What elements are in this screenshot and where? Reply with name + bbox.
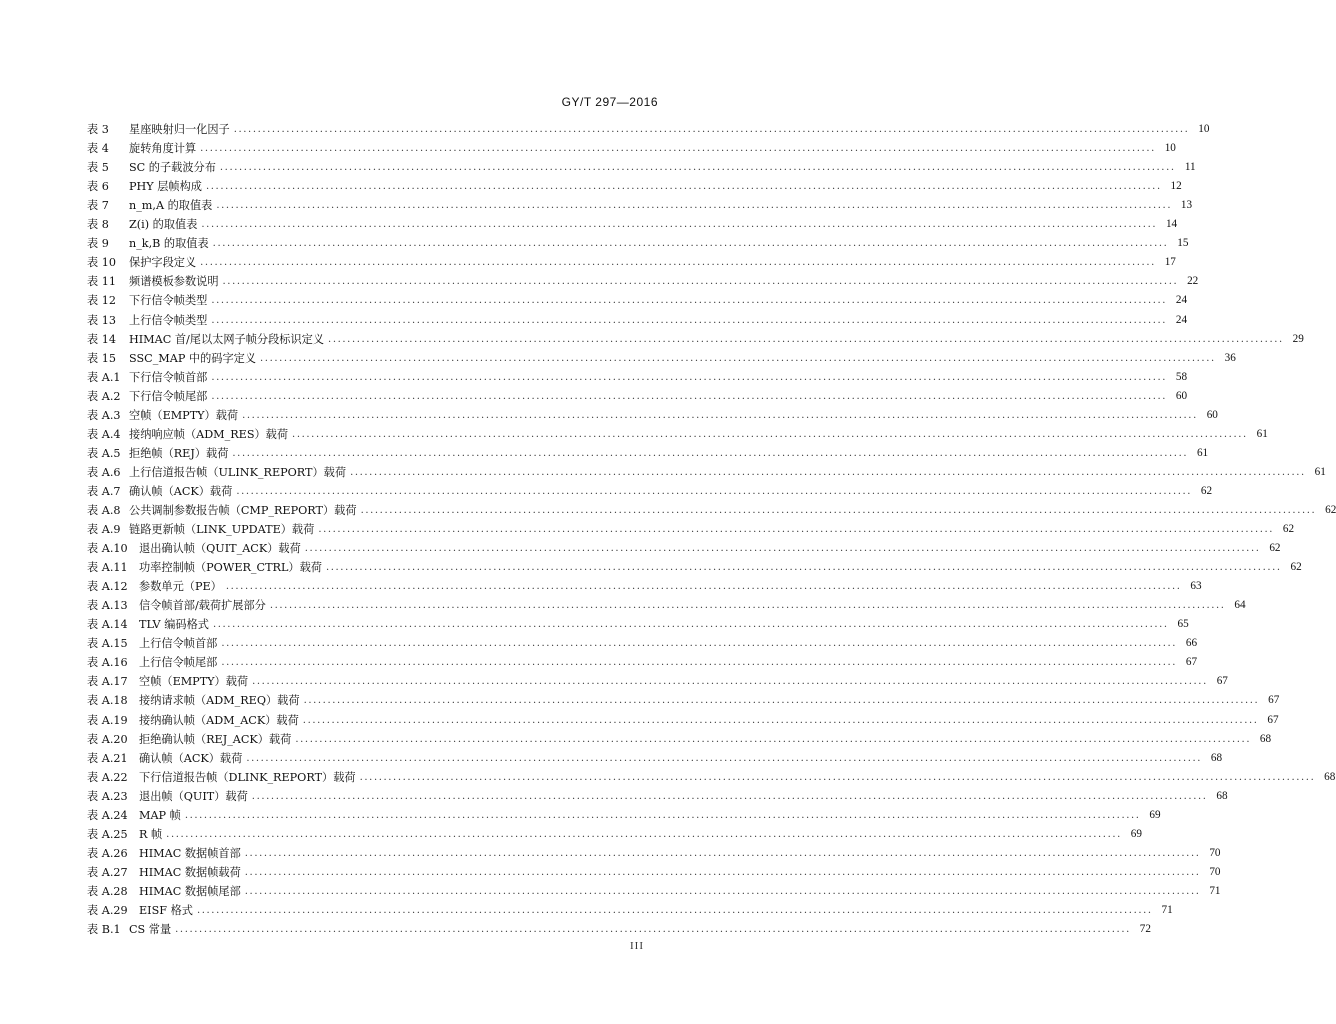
leader-dots: ........................................................................................................................................................................................................ [295, 733, 1252, 745]
toc-entry[interactable] [87, 806, 1161, 825]
toc-entry[interactable] [87, 177, 1182, 196]
toc-entry-title: 上行信令帧尾部 [139, 656, 218, 670]
leader-dots: ........................................................................................................................................................................................................ [302, 714, 1259, 726]
toc-entry[interactable] [87, 158, 1196, 177]
toc-entry-label: 表 A.21 [87, 751, 128, 765]
leader-dots: ........................................................................................................................................................................................................ [246, 752, 1203, 764]
toc-entry-label: 表 A.7 [87, 484, 121, 498]
leader-dots: ........................................................................................................................................................................................................ [200, 257, 1156, 269]
toc-entry[interactable] [87, 825, 1142, 844]
toc-entry-label: 表 13 [87, 313, 116, 327]
toc-entry-page: 71 [1209, 884, 1221, 897]
toc-entry-label: 表 A.15 [87, 637, 128, 651]
leader-dots: ........................................................................................................................................................................................................ [236, 485, 1193, 497]
toc-entry-title: 空帧（EMPTY）载荷 [139, 675, 249, 689]
toc-entry-page: 61 [1196, 446, 1209, 459]
toc-entry-page: 66 [1185, 637, 1198, 650]
toc-entry[interactable] [87, 691, 1280, 710]
toc-entry-label: 表 A.27 [87, 865, 128, 879]
toc-entry[interactable] [87, 406, 1218, 425]
leader-dots: ........................................................................................................................................................................................................ [232, 447, 1189, 459]
toc-entry[interactable] [87, 539, 1281, 558]
toc-entry-page: 14 [1165, 218, 1178, 231]
toc-entry-page: 68 [1324, 770, 1336, 783]
toc-entry-label: 表 3 [87, 123, 109, 137]
toc-entry[interactable] [87, 120, 1210, 139]
toc-entry[interactable] [87, 596, 1246, 615]
toc-entry-title: 下行信令帧类型 [129, 294, 208, 308]
toc-entry-label: 表 A.2 [87, 389, 121, 403]
toc-entry-label: 表 9 [87, 237, 109, 251]
toc-entry-label: 表 A.18 [87, 694, 128, 708]
leader-dots: ........................................................................................................................................................................................................ [350, 466, 1306, 478]
toc-entry[interactable] [87, 882, 1221, 901]
toc-entry[interactable] [87, 558, 1302, 577]
leader-dots: ........................................................................................................................................................................................................ [328, 333, 1284, 345]
toc-entry-label: 表 10 [87, 256, 116, 270]
toc-entry-page: 24 [1175, 294, 1188, 307]
toc-entry-title: 下行信令帧首部 [129, 370, 208, 384]
toc-entry[interactable] [87, 215, 1178, 234]
toc-entry-title: HIMAC 数据帧载荷 [139, 865, 241, 879]
toc-entry-page: 68 [1216, 789, 1228, 802]
toc-entry-page: 13 [1180, 199, 1193, 212]
leader-dots: ........................................................................................................................................................................................................ [244, 847, 1201, 859]
leader-dots: ........................................................................................................................................................................................................ [216, 200, 1173, 212]
toc-entry-label: 表 A.9 [87, 523, 121, 537]
leader-dots: ........................................................................................................................................................................................................ [200, 143, 1156, 155]
toc-entry[interactable] [87, 234, 1189, 253]
leader-dots: ........................................................................................................................................................................................................ [219, 162, 1176, 174]
toc-entry-title: HIMAC 数据帧首部 [139, 846, 241, 860]
toc-entry-page: 70 [1209, 865, 1221, 878]
toc-entry-page: 24 [1175, 313, 1188, 326]
toc-entry-label: 表 A.10 [87, 542, 128, 556]
toc-entry[interactable] [87, 291, 1188, 310]
leader-dots: ........................................................................................................................................................................................................ [212, 619, 1169, 631]
toc-entry-label: 表 6 [87, 180, 109, 194]
toc-entry-title: 公共调制参数报告帧（CMP_REPORT）载荷 [129, 503, 357, 517]
toc-entry-title: 上行信令帧类型 [129, 313, 208, 327]
toc-entry-label: 表 A.5 [87, 446, 121, 460]
toc-entry-label: 表 4 [87, 142, 109, 156]
toc-entry[interactable] [87, 520, 1295, 539]
toc-entry-page: 10 [1164, 142, 1176, 155]
page-number: III [630, 940, 644, 952]
toc-entry[interactable] [87, 710, 1279, 729]
toc-entry-title: 旋转角度计算 [129, 142, 197, 156]
toc-entry-title: EISF 格式 [139, 903, 193, 917]
toc-entry-title: 上行信令帧首部 [139, 637, 218, 651]
toc-entry[interactable] [87, 196, 1193, 215]
toc-entry-title: n_k,B 的取值表 [129, 237, 209, 251]
toc-entry-title: MAP 帧 [139, 808, 181, 822]
leader-dots: ........................................................................................................................................................................................................ [304, 543, 1261, 555]
toc-entry[interactable] [87, 349, 1236, 368]
leader-dots: ........................................................................................................................................................................................................ [318, 524, 1275, 536]
toc-entry[interactable] [87, 253, 1176, 272]
toc-entry-label: 表 A.20 [87, 732, 128, 746]
toc-entry[interactable] [87, 330, 1304, 349]
leader-dots: ........................................................................................................................................................................................................ [303, 695, 1260, 707]
toc-entry-page: 62 [1200, 484, 1213, 497]
toc-entry[interactable] [87, 634, 1198, 653]
toc-entry-label: 表 A.26 [87, 846, 128, 860]
leader-dots: ........................................................................................................................................................................................................ [292, 428, 1248, 440]
toc-entry[interactable] [87, 787, 1228, 806]
toc-entry-label: 表 A.3 [87, 408, 121, 422]
toc-entry-label: 表 A.22 [87, 770, 128, 784]
toc-entry-page: 17 [1164, 256, 1176, 269]
toc-entry-label: 表 A.4 [87, 427, 121, 441]
toc-entry[interactable] [87, 368, 1188, 387]
leader-dots: ........................................................................................................................................................................................................ [244, 885, 1201, 897]
toc-entry-label: 表 A.19 [87, 713, 128, 727]
toc-entry-page: 58 [1175, 370, 1188, 383]
toc-entry-label: 表 A.1 [87, 370, 121, 384]
toc-entry-page: 11 [1184, 161, 1196, 174]
toc-entry-label: 表 A.6 [87, 465, 121, 479]
toc-entry-page: 36 [1224, 351, 1236, 364]
toc-entry-page: 60 [1206, 408, 1218, 421]
toc-entry-page: 62 [1325, 503, 1336, 516]
leader-dots: ........................................................................................................................................................................................................ [360, 504, 1317, 516]
toc-entry-page: 67 [1185, 656, 1198, 669]
toc-entry-title: Z(i) 的取值表 [129, 218, 198, 232]
toc-entry-title: 下行信道报告帧（DLINK_REPORT）载荷 [139, 770, 356, 784]
toc-entry-page: 67 [1268, 694, 1280, 707]
leader-dots: ........................................................................................................................................................................................................ [260, 352, 1216, 364]
toc-entry-page: 72 [1139, 923, 1151, 936]
toc-entry-label: 表 A.24 [87, 808, 128, 822]
toc-entry-title: TLV 编码格式 [139, 618, 209, 632]
toc-entry-title: SC 的子载波分布 [129, 161, 216, 175]
toc-entry[interactable] [87, 482, 1213, 501]
toc-entry[interactable] [87, 387, 1188, 406]
toc-entry-title: 功率控制帧（POWER_CTRL）载荷 [139, 561, 322, 575]
toc-entry-title: 退出确认帧（QUIT_ACK）载荷 [139, 542, 301, 556]
toc-entry[interactable] [87, 768, 1336, 787]
toc-entry-title: CS 常量 [129, 923, 172, 937]
leader-dots: ........................................................................................................................................................................................................ [221, 657, 1178, 669]
toc-entry-title: 接纳响应帧（ADM_RES）载荷 [129, 427, 289, 441]
toc-entry-label: 表 A.28 [87, 884, 128, 898]
toc-entry-page: 70 [1209, 846, 1221, 859]
toc-entry[interactable] [87, 501, 1336, 520]
toc-entry-label: 表 B.1 [87, 923, 121, 937]
toc-entry-page: 67 [1216, 675, 1228, 688]
toc-entry[interactable] [87, 653, 1198, 672]
toc-entry-label: 表 A.25 [87, 827, 128, 841]
toc-entry[interactable] [87, 844, 1221, 863]
toc-entry-page: 65 [1177, 618, 1189, 631]
toc-entry-title: SSC_MAP 中的码字定义 [129, 351, 257, 365]
toc-entry-page: 12 [1170, 180, 1182, 193]
leader-dots: ........................................................................................................................................................................................................ [196, 904, 1153, 916]
toc-entry-page: 69 [1130, 827, 1142, 840]
toc-entry-title: 拒绝帧（REJ）载荷 [129, 446, 229, 460]
toc-entry[interactable] [87, 901, 1173, 920]
leader-dots: ........................................................................................................................................................................................................ [222, 276, 1179, 288]
toc-entry-title: 接纳确认帧（ADM_ACK）载荷 [139, 713, 299, 727]
toc-entry-label: 表 12 [87, 294, 116, 308]
toc-entry-title: 保护字段定义 [129, 256, 197, 270]
toc-entry[interactable] [87, 577, 1202, 596]
toc-entry[interactable] [87, 444, 1209, 463]
toc-entry[interactable] [87, 730, 1272, 749]
toc-entry-title: 下行信令帧尾部 [129, 389, 208, 403]
toc-entry-label: 表 11 [87, 275, 116, 289]
toc-entry[interactable] [87, 139, 1176, 158]
leader-dots: ........................................................................................................................................................................................................ [211, 390, 1168, 402]
toc-entry-title: HIMAC 数据帧尾部 [139, 884, 241, 898]
toc-entry[interactable] [87, 272, 1199, 291]
toc-entry-page: 64 [1234, 599, 1246, 612]
toc-entry-label: 表 A.11 [87, 561, 128, 575]
leader-dots: ........................................................................................................................................................................................................ [359, 771, 1316, 783]
leader-dots: ........................................................................................................................................................................................................ [252, 676, 1208, 688]
leader-dots: ........................................................................................................................................................................................................ [269, 600, 1226, 612]
leader-dots: ........................................................................................................................................................................................................ [166, 828, 1122, 840]
toc-entry-page: 10 [1198, 123, 1210, 136]
toc-entry-label: 表 A.13 [87, 599, 128, 613]
toc-entry-label: 表 A.14 [87, 618, 128, 632]
toc-entry-title: 参数单元（PE） [139, 580, 222, 594]
leader-dots: ........................................................................................................................................................................................................ [184, 809, 1141, 821]
toc-entry-page: 29 [1292, 332, 1304, 345]
toc-entry-page: 67 [1267, 713, 1279, 726]
toc-entry-title: 星座映射归一化因子 [129, 123, 230, 137]
toc-entry-page: 62 [1290, 561, 1302, 574]
toc-entry-page: 63 [1190, 580, 1202, 593]
toc-entry-title: HIMAC 首/尾以太网子帧分段标识定义 [129, 332, 325, 346]
toc-entry[interactable] [87, 615, 1189, 634]
toc-entry-page: 68 [1259, 732, 1272, 745]
leader-dots: ........................................................................................................................................................................................................ [242, 409, 1198, 421]
leader-dots: ........................................................................................................................................................................................................ [211, 371, 1168, 383]
toc-entry-page: 60 [1175, 389, 1188, 402]
toc-entry-label: 表 7 [87, 199, 109, 213]
standard-code: GY/T 297—2016 [561, 95, 658, 109]
toc-entry[interactable] [87, 310, 1188, 329]
toc-entry-page: 62 [1269, 542, 1281, 555]
toc-entry[interactable] [87, 425, 1268, 444]
toc-entry[interactable] [87, 863, 1221, 882]
toc-entry-page: 68 [1210, 751, 1223, 764]
toc-entry-title: 确认帧（ACK）载荷 [139, 751, 243, 765]
toc-entry-page: 62 [1282, 523, 1295, 536]
leader-dots: ........................................................................................................................................................................................................ [205, 181, 1162, 193]
toc-entry-title: 上行信道报告帧（ULINK_REPORT）载荷 [129, 465, 347, 479]
toc-entry-label: 表 A.16 [87, 656, 128, 670]
leader-dots: ........................................................................................................................................................................................................ [211, 295, 1168, 307]
leader-dots: ........................................................................................................................................................................................................ [233, 124, 1190, 136]
toc-entry-label: 表 5 [87, 161, 109, 175]
leader-dots: ........................................................................................................................................................................................................ [225, 581, 1182, 593]
leader-dots: ........................................................................................................................................................................................................ [221, 638, 1178, 650]
leader-dots: ........................................................................................................................................................................................................ [251, 790, 1208, 802]
leader-dots: ........................................................................................................................................................................................................ [201, 219, 1158, 231]
toc-entry-page: 71 [1161, 903, 1173, 916]
toc-entry-label: 表 15 [87, 351, 116, 365]
toc-entry-title: 信令帧首部/载荷扩展部分 [139, 599, 266, 613]
toc-entry-label: 表 A.12 [87, 580, 128, 594]
toc-entry-page: 22 [1187, 275, 1199, 288]
table-of-tables [87, 120, 1336, 939]
toc-entry-title: 接纳请求帧（ADM_REQ）载荷 [139, 694, 300, 708]
toc-entry-title: 确认帧（ACK）载荷 [129, 484, 233, 498]
leader-dots: ........................................................................................................................................................................................................ [211, 314, 1168, 326]
toc-entry[interactable] [87, 672, 1228, 691]
toc-entry-title: n_m,A 的取值表 [129, 199, 213, 213]
toc-entry[interactable] [87, 749, 1223, 768]
toc-entry-title: R 帧 [139, 827, 163, 841]
toc-entry-title: 拒绝确认帧（REJ_ACK）载荷 [139, 732, 292, 746]
toc-entry-title: 退出帧（QUIT）载荷 [139, 789, 248, 803]
toc-entry-page: 61 [1256, 427, 1268, 440]
toc-entry[interactable] [87, 463, 1326, 482]
toc-entry-title: PHY 层帧构成 [129, 180, 202, 194]
toc-entry-label: 表 A.8 [87, 503, 121, 517]
toc-entry-page: 15 [1177, 237, 1189, 250]
toc-entry-title: 频谱模板参数说明 [129, 275, 219, 289]
toc-entry-label: 表 8 [87, 218, 109, 232]
toc-entry-page: 69 [1149, 808, 1161, 821]
leader-dots: ........................................................................................................................................................................................................ [244, 866, 1201, 878]
toc-entry-label: 表 A.17 [87, 675, 128, 689]
toc-entry-label: 表 A.23 [87, 789, 128, 803]
toc-entry-label: 表 14 [87, 332, 116, 346]
toc-entry[interactable] [87, 920, 1151, 939]
leader-dots: ........................................................................................................................................................................................................ [212, 238, 1169, 250]
toc-entry-title: 空帧（EMPTY）载荷 [129, 408, 239, 422]
leader-dots: ........................................................................................................................................................................................................ [175, 924, 1131, 936]
toc-entry-label: 表 A.29 [87, 903, 128, 917]
leader-dots: ........................................................................................................................................................................................................ [325, 562, 1282, 574]
toc-entry-page: 61 [1314, 465, 1326, 478]
toc-entry-title: 链路更新帧（LINK_UPDATE）载荷 [129, 523, 315, 537]
